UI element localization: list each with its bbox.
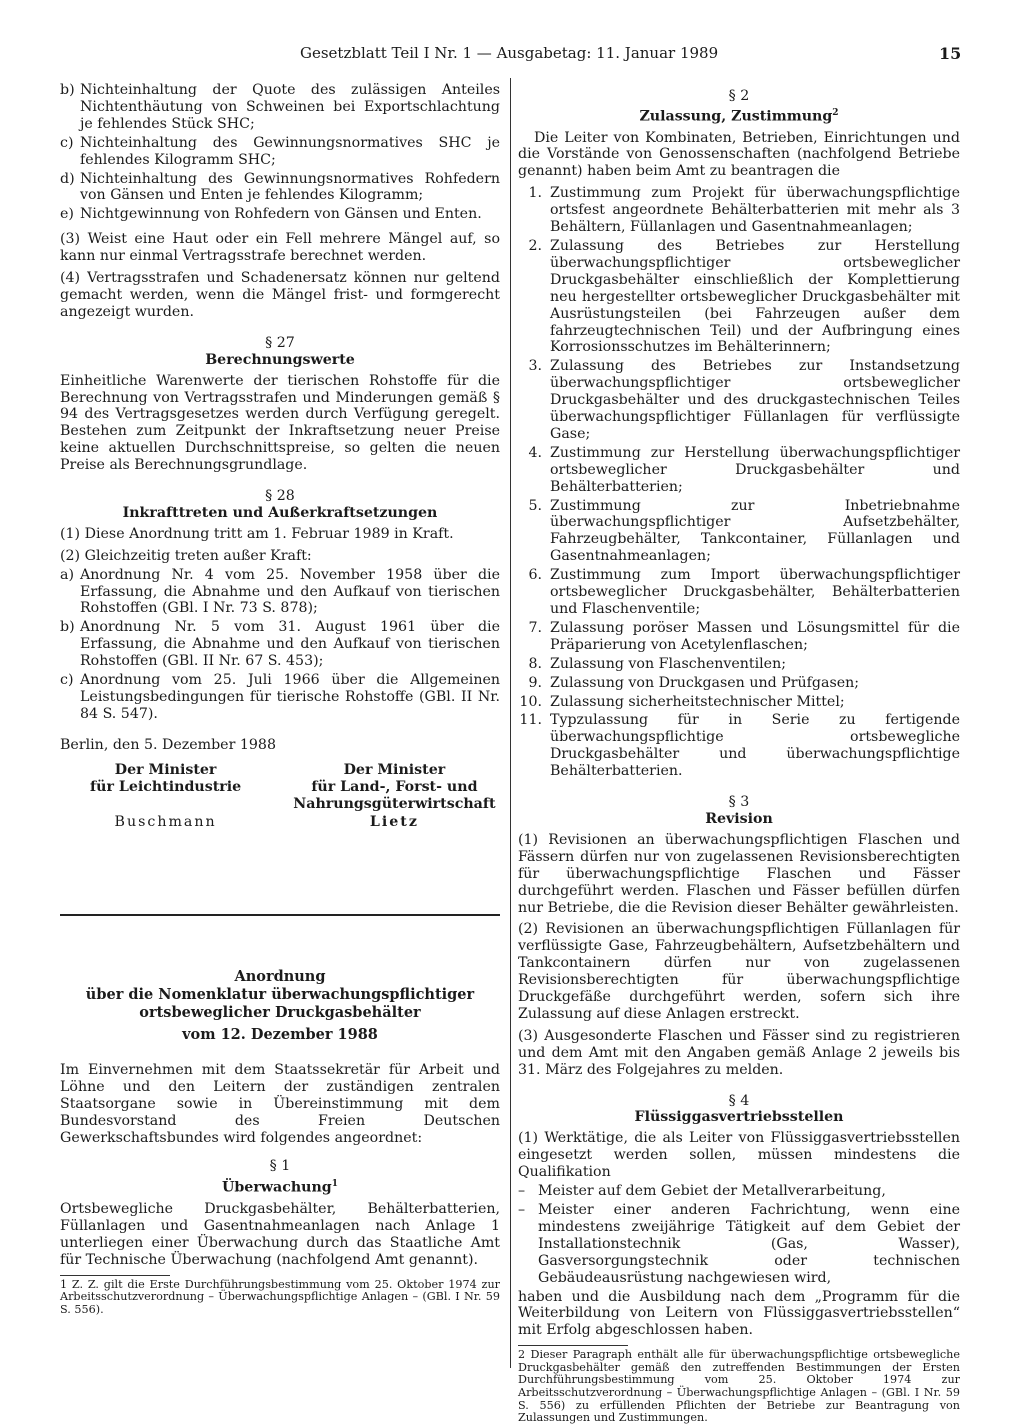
list-item: c) Anordnung vom 25. Juli 1966 über die Allgemeinen Leistungsbedingungen für tierische Rohstoffe (GBl. II Nr. 84 S. 547). — [60, 672, 500, 722]
section-28-p2: (2) Gleichzeitig treten außer Kraft: — [60, 547, 312, 564]
column-divider — [510, 78, 511, 1368]
footnote-rule — [60, 1275, 170, 1276]
footnote-marker: 2 — [832, 107, 839, 118]
section-3-number: § 3 — [728, 794, 750, 811]
section-28-title: Inkrafttreten und Außerkraftsetzungen — [122, 504, 438, 521]
list-item: 7. Zulassung poröser Massen und Lösungsmittel für die Präparierung von Acetylenflaschen; — [528, 619, 960, 653]
section-28-number: § 28 — [265, 488, 295, 505]
list-item: c) Nichteinhaltung des Gewinnungsnormatives SHC je fehlendes Kilogramm SHC; — [60, 134, 500, 168]
section-3-p3: (3) Ausgesonderte Flaschen und Fässer sind zu registrieren und dem Amt mit den Angaben gemäß Anlage 2 jeweils bis 31. März des Folgejahres zu melden. — [518, 1027, 960, 1078]
section-27-number: § 27 — [265, 334, 295, 351]
signatory-name: Buschmann — [114, 813, 217, 830]
list-item: b) Nichteinhaltung der Quote des zulässigen Anteiles Nichtenthäutung von Schweinen bei Exportschlachtung je fehlendes Stück SHC; — [60, 82, 500, 132]
ordinance-date: vom 12. Dezember 1988 — [182, 1026, 378, 1043]
footnote-2: 2 Dieser Paragraph enthält alle für überwachungspflichtige ortsbewegliche Druckgasbehälter gemäß den zutreffenden Bestimmungen der Ersten Durchführungsbestimmung vom 25. Oktober 1974 zur Arbeitsschutzverordnung – Überwachungspflichtige Anlagen – (GBl. I Nr. 59 S. 556) zu erfüllenden Pflichten der Betriebe zur Beantragung von Zulassungen und Zustimmungen. — [518, 1348, 960, 1425]
footnote-1: 1 Z. Z. gilt die Erste Durchführungsbestimmung vom 25. Oktober 1974 zur Arbeitsschutzverordnung – Überwachungspflichtige Anlagen – (GBl. I Nr. 59 S. 556). — [60, 1277, 500, 1316]
section-27-title: Berechnungswerte — [205, 351, 355, 368]
dash-item: – Meister einer anderen Fachrichtung, wenn eine mindestens zweijährige Tätigkeit auf dem Gebiet der Installationstechnik (Gas, Wasser), Gasversorgungstechnik oder technischen Gebäudeausrüstung nachgewiesen wird, — [518, 1202, 960, 1286]
section-3-title: Revision — [705, 810, 773, 827]
ordinance-intro: Im Einvernehmen mit dem Staatssekretär für Arbeit und Löhne und den Leitern der zuständigen zentralen Staatsorgane sowie in Übereinstimmung mit dem Bundesvorstand des Freien Deutschen Gewerkschaftsbundes wird folgendes angeordnet: — [60, 1062, 500, 1146]
section-3-p2: (2) Revisionen an überwachungspflichtigen Füllanlagen für verflüssigte Gase, Fahrzeugbehältern, Aufsetzbehältern und Tankcontainern dürfen nur von zugelassenen Revisionsberechtigten für überwachungspflichtige Druckgefäße durchgeführt werden, sofern sich ihre Zulassung auf diese Anlagen erstreckt. — [518, 921, 960, 1022]
list-item: 8. Zulassung von Flaschenventilen; — [528, 655, 786, 672]
list-item: 6. Zustimmung zum Import überwachungspflichtiger ortsbeweglicher Druckgasbehälter, Behälterbatterien und Flaschenventile; — [528, 567, 960, 618]
list-item: 4. Zustimmung zur Herstellung überwachungspflichtiger ortsbeweglicher Druckgasbehälter und Behälterbatterien; — [528, 444, 960, 495]
section-2-intro: Die Leiter von Kombinaten, Betrieben, Einrichtungen und die Vorstände von Genossenschaften (nachfolgend Betriebe genannt) haben beim Amt zu beantragen die — [518, 129, 960, 180]
section-4-number: § 4 — [728, 1092, 750, 1109]
list-item: d) Nichteinhaltung des Gewinnungsnormatives Rohfedern von Gänsen und Enten je fehlendes Kilogramm; — [60, 170, 500, 204]
ordinance-title: Anordnung — [234, 968, 326, 985]
section-2-title: Zulassung, Zustimmung$^2$ — [639, 107, 839, 125]
section-28-p1: (1) Diese Anordnung tritt am 1. Februar 1989 in Kraft. — [60, 525, 454, 542]
list-item: 5. Zustimmung zur Inbetriebnahme überwachungspflichtiger Aufsetzbehälter, Fahrzeugbehälter, Tankcontainer, Füllanlagen und Gasentnahmeanlagen; — [528, 497, 960, 565]
section-separator — [60, 914, 500, 916]
list-item: 2. Zulassung des Betriebes zur Herstellung überwachungspflichtiger ortsbeweglicher Druckgasbehälter einschließlich der Komplettierung neu hergestellter ortsbeweglicher Druckgasbehälter mit Ausrüstungsteilen (bei Fahrzeugen außer dem fahrzeugtechnischen Teil) und der Aufbringung eines Korrosionsschutzes im Behälterinnern; — [528, 237, 960, 356]
paragraph-3: (3) Weist eine Haut oder ein Fell mehrere Mängel auf, so kann nur einmal Vertragsstrafe berechnet werden. — [60, 231, 500, 265]
ordinance-block: Anordnung über die Nomenklatur überwachungspflichtiger ortsbeweglicher Druckgasbehälter vom 12. Dezember 1988 Im Einvernehmen mit dem Staatssekretär für Arbeit und Löhne und den Leitern der zuständigen zentralen Staatsorgane sowie in Übereinstimmung mit dem Bundesvorstand des Freien Deutschen Gewerkschaftsbundes wird folgendes angeordnet: § 1 Überwachung$^1$ Ortsbewegliche Druckgasbehälter, Behälterbatterien, Füllanlagen und Gasentnahmeanlagen nach Anlage 1 unterliegen einer Überwachung durch das Staatliche Amt für Technische Überwachung (nachfolgend Amt genannt). 1 Z. Z. gilt die Erste Durchführungsbestimmung vom 25. Oktober 1974 zur Arbeitsschutzverordnung – Überwachungspflichtige Anlagen – (GBl. I Nr. 59 S. 556). — [60, 968, 500, 1316]
section-1-number: § 1 — [269, 1158, 291, 1174]
signatory-left: Der Minister für Leichtindustrie Buschmann — [60, 762, 271, 832]
section-4-closing: haben und die Ausbildung nach dem „Programm für die Weiterbildung von Leitern von Flüssiggasvertriebsstellen“ mit Erfolg abgeschlossen haben. — [518, 1288, 960, 1339]
right-column — [518, 88, 960, 1425]
left-column — [60, 82, 500, 831]
list-item: 1. Zustimmung zum Projekt für überwachungspflichtige ortsfest angeordnete Behälterbatterien mit mehr als 3 Behältern, Füllanlagen und Gasentnahmeanlagen; — [528, 185, 960, 236]
footnote-rule — [518, 1345, 628, 1346]
signatory-right: Der Minister für Land-, Forst- und Nahrungsgüterwirtschaft Lietz — [289, 762, 500, 832]
section-1-text: Ortsbewegliche Druckgasbehälter, Behälterbatterien, Füllanlagen und Gasentnahmeanlagen nach Anlage 1 unterliegen einer Überwachung durch das Staatliche Amt für Technische Überwachung (nachfolgend Amt genannt). — [60, 1200, 500, 1268]
footnote-marker: 1 — [331, 1179, 338, 1189]
section-1-title: Überwachung$^1$ — [222, 1179, 338, 1196]
place-date: Berlin, den 5. Dezember 1988 — [60, 736, 276, 753]
signatory-name: Lietz — [369, 814, 419, 831]
page-number: 15 — [939, 44, 962, 63]
signature-block — [60, 762, 500, 832]
paragraph-4: (4) Vertragsstrafen und Schadenersatz können nur geltend gemacht werden, wenn die Mängel frist- und formgerecht angezeigt wurden. — [60, 270, 500, 320]
list-item: 3. Zulassung des Betriebes zur Instandsetzung überwachungspflichtiger ortsbeweglicher Druckgasbehälter und des druckgastechnischen Teiles überwachungspflichtiger Füllanlagen für verflüssigte Gase; — [528, 358, 960, 442]
list-item: e) Nichtgewinnung von Rohfedern von Gänsen und Enten. — [60, 206, 482, 223]
dash-item: – Meister auf dem Gebiet der Metallverarbeitung, — [518, 1183, 886, 1200]
list-item: 11. Typzulassung für in Serie zu fertigende überwachungspflichtige ortsbewegliche Druckgasbehälter und überwachungspflichtige Behälterbatterien. — [519, 712, 960, 780]
running-header: Gesetzblatt Teil I Nr. 1 — Ausgabetag: 11. Januar 1989 — [300, 44, 719, 62]
section-3-p1: (1) Revisionen an überwachungspflichtigen Flaschen und Fässern dürfen nur von zugelassenen Revisionsberechtigten für überwachungspflichtige Flaschen und Fässer durchgeführt werden. Flaschen und Fässer befüllen dürfen nur Betriebe, die die Revision dieser Behälter gewährleisten. — [518, 831, 960, 916]
list-item: b) Anordnung Nr. 5 vom 31. August 1961 über die Erfassung, die Abnahme und den Aufkauf von tierischen Rohstoffen (GBl. II Nr. 67 S. 453); — [60, 619, 500, 670]
list-item: a) Anordnung Nr. 4 vom 25. November 1958 über die Erfassung, die Abnahme und den Aufkauf von tierischen Rohstoffen (GBl. I Nr. 73 S. 878); — [60, 566, 500, 617]
section-2-number: § 2 — [728, 88, 750, 104]
list-item: 9. Zulassung von Druckgasen und Prüfgasen; — [528, 674, 860, 691]
list-item: 10. Zulassung sicherheitstechnischer Mittel; — [519, 693, 845, 710]
section-27-text: Einheitliche Warenwerte der tierischen Rohstoffe für die Berechnung von Vertragsstrafen und Minderungen gemäß § 94 des Vertragsgesetzes werden durch Verfügung geregelt. Bestehen zum Zeitpunkt der Inkraftsetzung neuer Preise keine aktuellen Durchschnittspreise, so gelten die neuen Preise als Berechnungsgrundlage. — [60, 372, 500, 474]
section-4-title: Flüssiggasvertriebsstellen — [634, 1109, 844, 1126]
section-4-p1: (1) Werktätige, die als Leiter von Flüssiggasvertriebsstellen eingesetzt werden sollen, müssen mindestens die Qualifikation — [518, 1130, 960, 1181]
